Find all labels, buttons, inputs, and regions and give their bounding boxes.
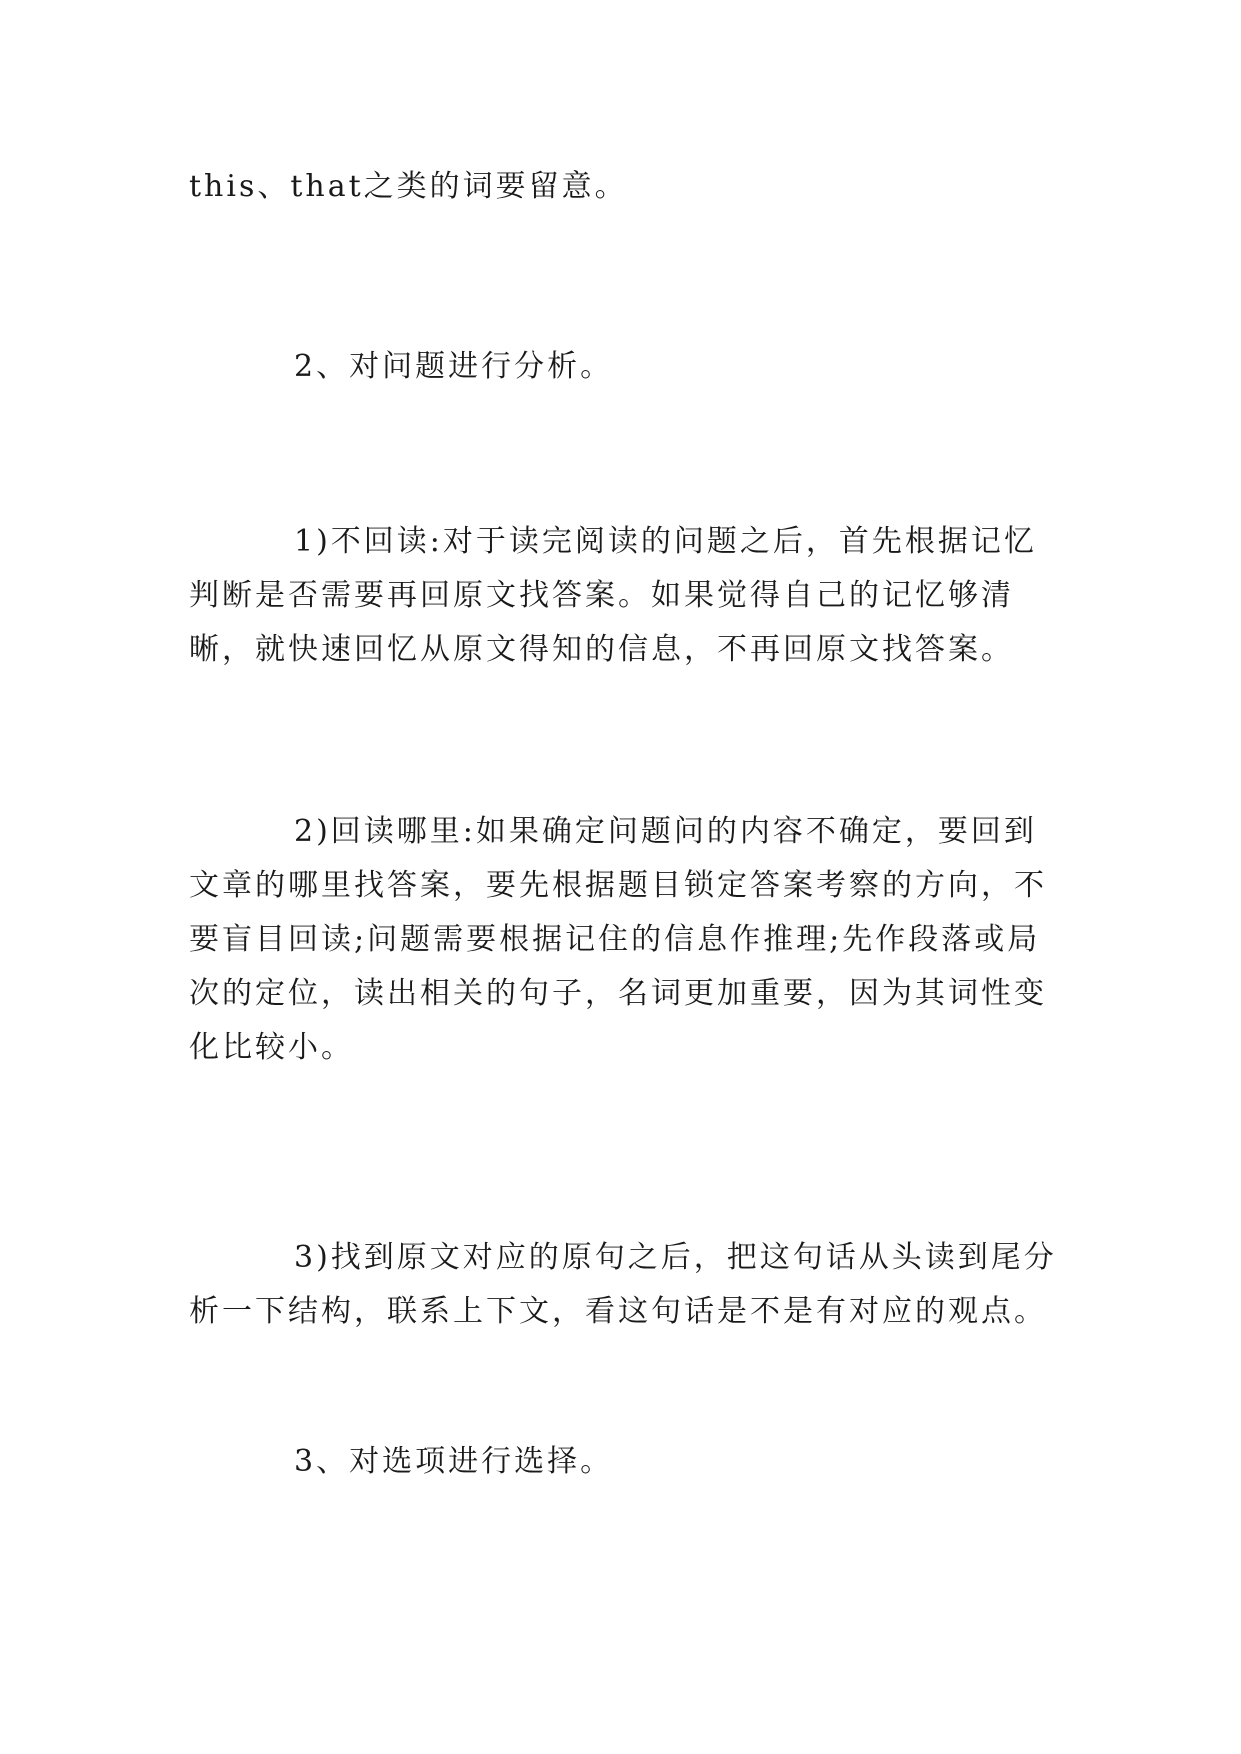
paragraph-where-to-reread: 2)回读哪里:如果确定问题问的内容不确定，要回到文章的哪里找答案，要先根据题目锁定答案考察的方向，不要盲目回读;问题需要根据记住的信息作推理;先作段落或局次的定位，读出相关的句子，名词更加重要，因为其词性变化比较小。 (189, 814, 1047, 1065)
paragraph-keyword-note: this、that之类的词要留意。 (189, 169, 628, 204)
paragraph-find-original-sentence: 3)找到原文对应的原句之后，把这句话从头读到尾分析一下结构，联系上下文，看这句话是不是有对应的观点。 (189, 1240, 1057, 1329)
paragraph-no-reread: 1)不回读:对于读完阅读的问题之后，首先根据记忆判断是否需要再回原文找答案。如果觉得自己的记忆够清晰，就快速回忆从原文得知的信息，不再回原文找答案。 (189, 524, 1037, 667)
heading-choose-options: 3、对选项进行选择。 (294, 1444, 614, 1479)
heading-analyze-questions: 2、对问题进行分析。 (294, 349, 614, 384)
